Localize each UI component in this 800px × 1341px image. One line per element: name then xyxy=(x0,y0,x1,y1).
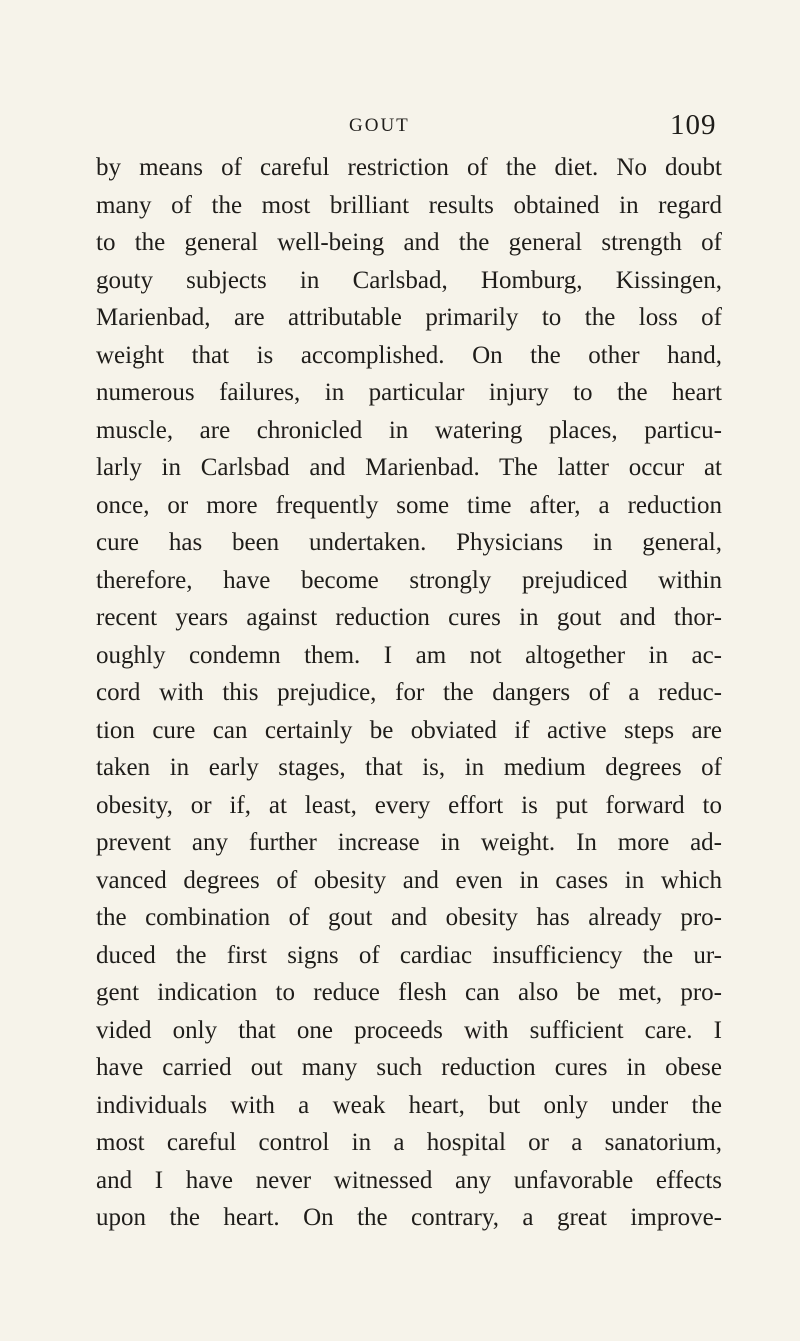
text-line: obesity, or if, at least, every effort is put forward to xyxy=(96,791,722,819)
text-line: to the general well-being and the general strength of xyxy=(96,229,722,256)
text-line: vanced degrees of obesity and even in cases in which xyxy=(96,866,722,894)
text-line: gouty subjects in Carlsbad, Homburg, Kissingen, xyxy=(96,266,722,294)
text-line: duced the first signs of cardiac insufficiency the ur- xyxy=(96,941,722,969)
text-line: cure has been undertaken. Physicians in general, xyxy=(96,529,722,556)
text-line: tion cure can certainly be obviated if active steps are xyxy=(96,716,722,744)
body-text xyxy=(96,149,722,1237)
running-head xyxy=(0,109,800,146)
text-line: taken in early stages, that is, in medium degrees of xyxy=(96,754,722,781)
text-line: weight that is accomplished. On the other hand, xyxy=(96,341,722,369)
text-line: Marienbad, are attributable primarily to the loss of xyxy=(96,304,722,331)
text-line: recent years against reduction cures in gout and thor- xyxy=(96,604,722,631)
text-line: most careful control in a hospital or a sanatorium, xyxy=(96,1129,722,1156)
text-line: many of the most brilliant results obtained in regard xyxy=(96,191,722,219)
text-line: vided only that one proceeds with sufficient care. I xyxy=(96,1016,722,1044)
running-title: GOUT xyxy=(349,115,410,136)
text-line: by means of careful restriction of the diet. No doubt xyxy=(96,154,722,181)
text-line: prevent any further increase in weight. In more ad- xyxy=(96,829,722,856)
text-line: the combination of gout and obesity has already pro- xyxy=(96,904,722,931)
text-line: gent indication to reduce flesh can also be met, pro- xyxy=(96,979,722,1006)
text-line: muscle, are chronicled in watering places, particu- xyxy=(96,416,722,444)
text-line: once, or more frequently some time after, a reduction xyxy=(96,491,722,519)
text-line: therefore, have become strongly prejudiced within xyxy=(96,566,722,594)
text-line: oughly condemn them. I am not altogether in ac- xyxy=(96,641,722,669)
text-line: upon the heart. On the contrary, a great improve- xyxy=(96,1204,722,1231)
text-line: have carried out many such reduction cures in obese xyxy=(96,1054,722,1081)
text-line: numerous failures, in particular injury to the heart xyxy=(96,379,722,406)
text-line: individuals with a weak heart, but only under the xyxy=(96,1091,722,1119)
text-line: and I have never witnessed any unfavorable effects xyxy=(96,1166,722,1194)
text-line: larly in Carlsbad and Marienbad. The latter occur at xyxy=(96,454,722,481)
page-number: 109 xyxy=(670,109,717,141)
text-line: cord with this prejudice, for the dangers of a reduc- xyxy=(96,679,722,706)
